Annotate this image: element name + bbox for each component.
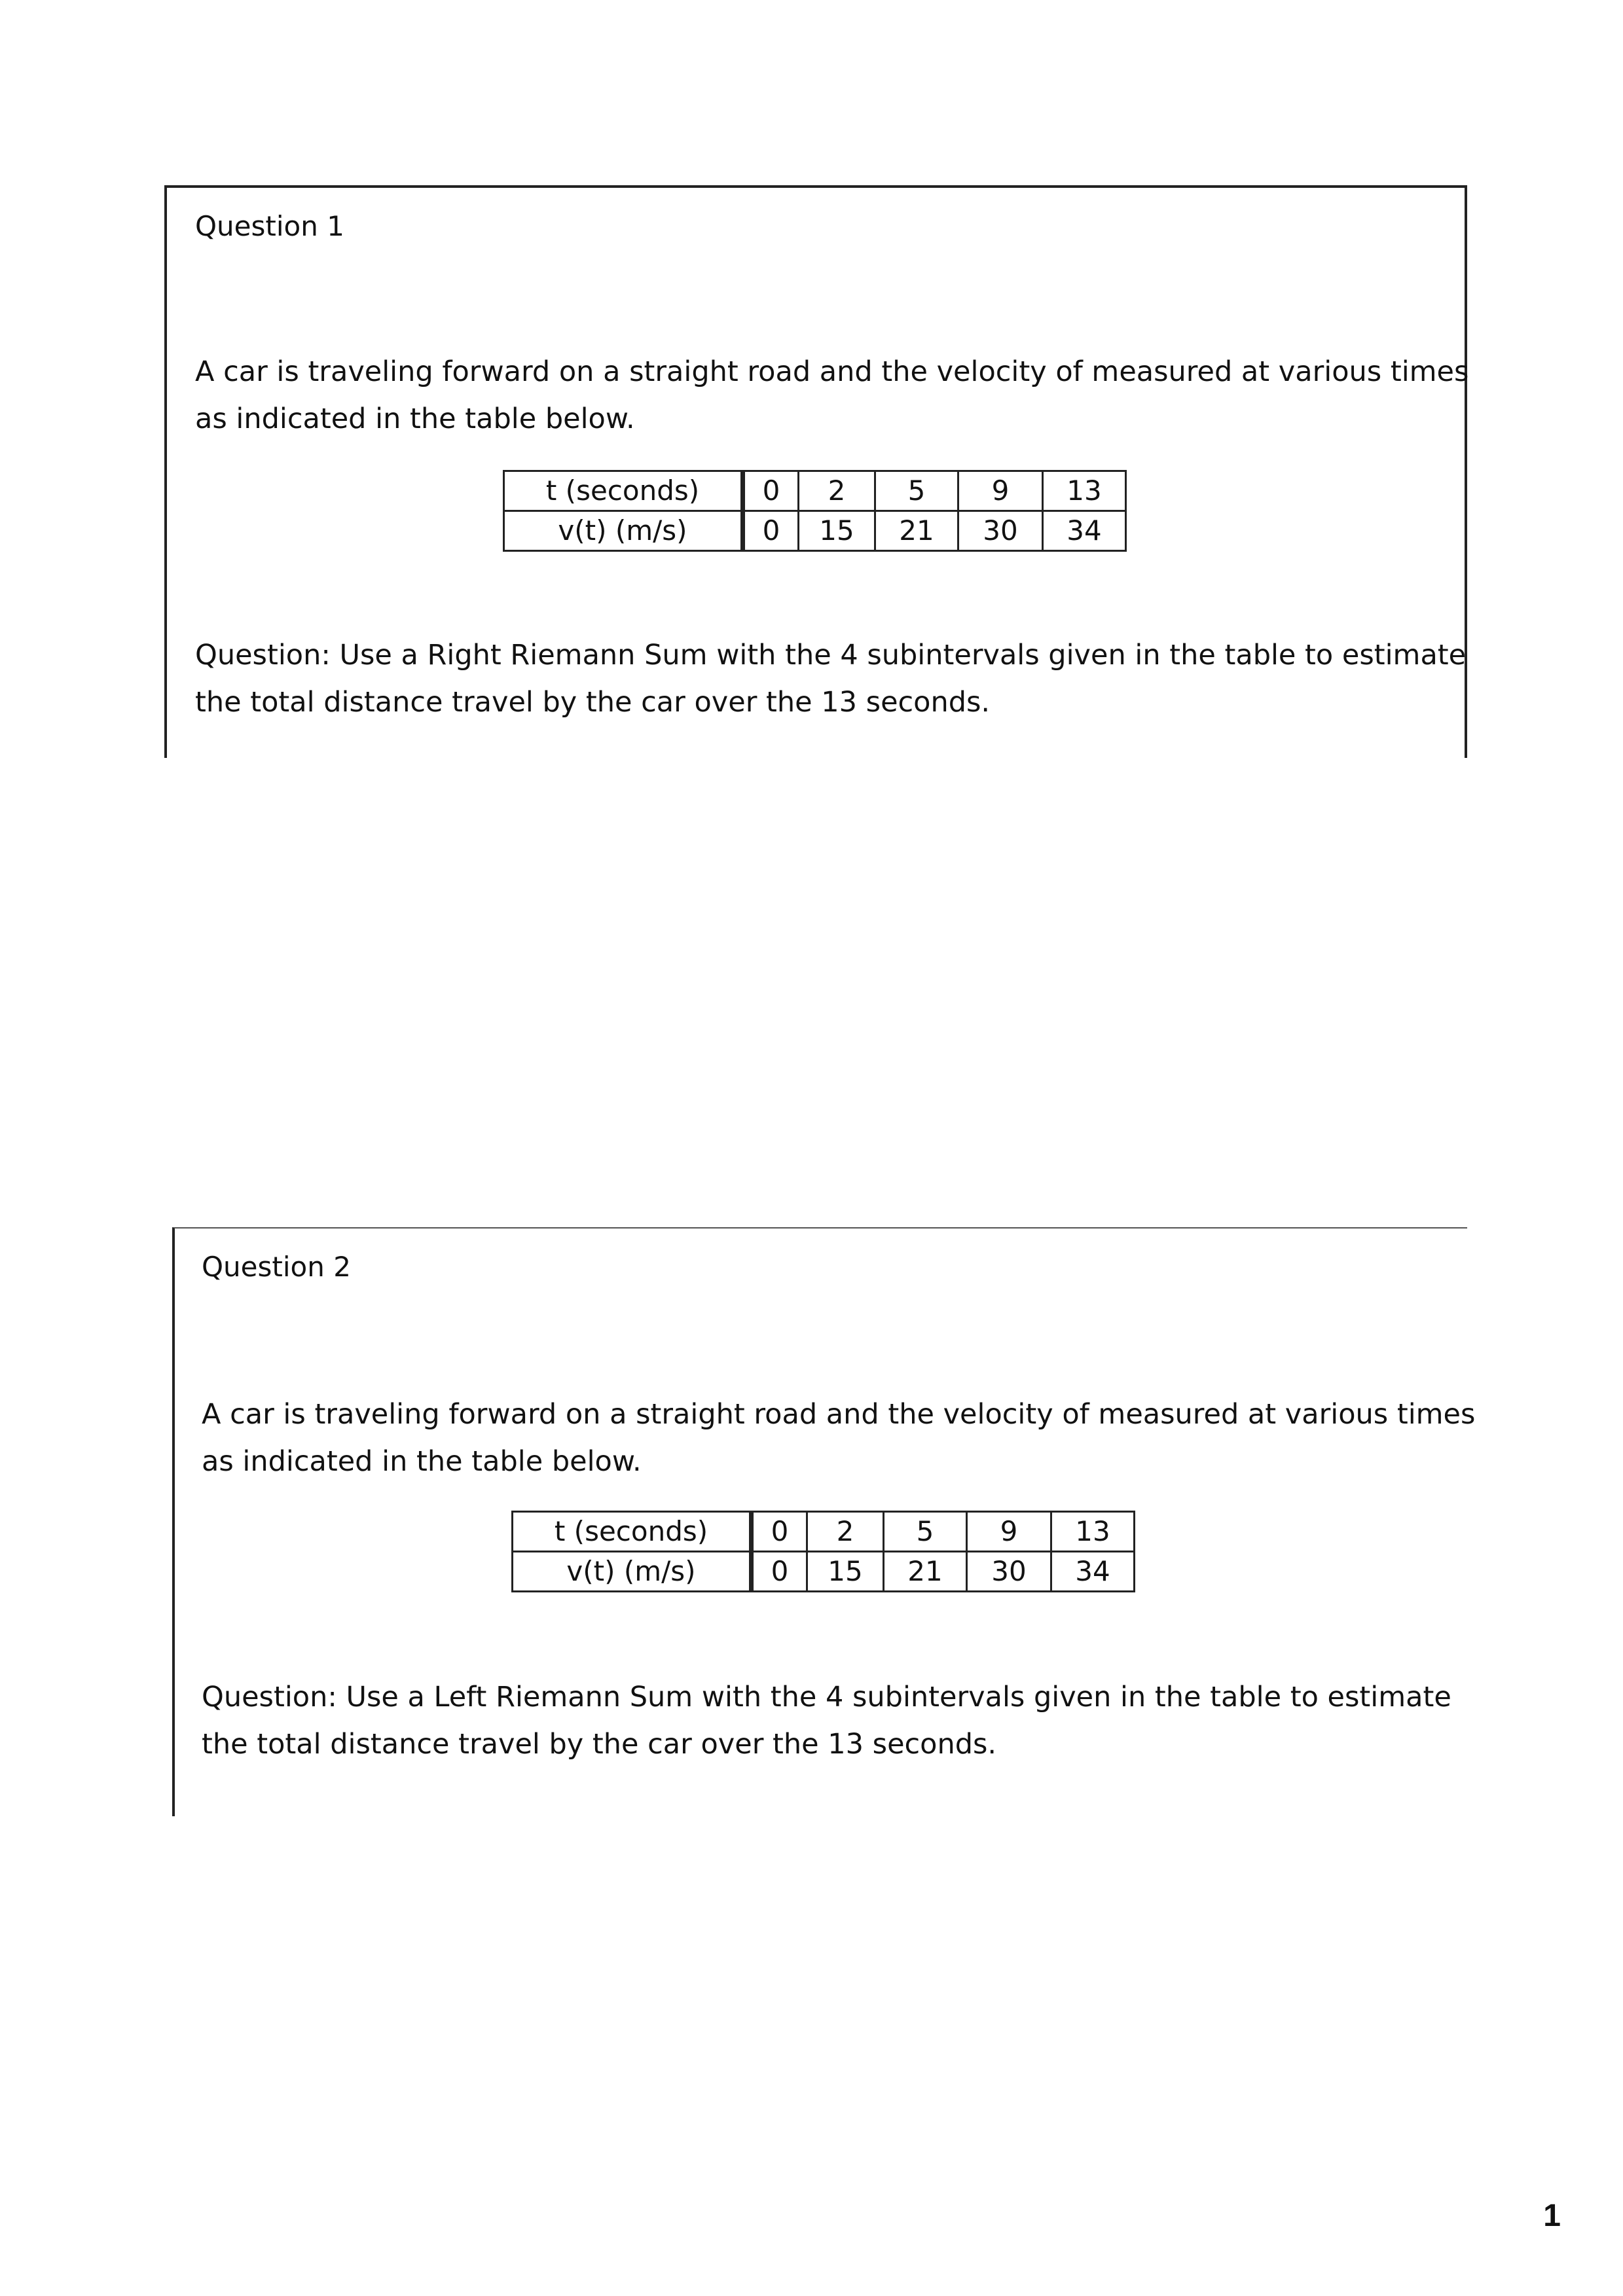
intro-line: as indicated in the table below. [202,1445,642,1478]
prompt-line: Question: Use a Left Riemann Sum with the 4 subintervals given in the table to estimate [202,1681,1451,1713]
table-cell: 34 [1043,511,1126,551]
table-cell: 0 [752,1512,807,1552]
question-1-box [164,185,1467,758]
prompt-line: the total distance travel by the car over the 13 seconds. [202,1728,997,1761]
table-cell: 2 [807,1512,884,1552]
prompt-line: the total distance travel by the car over the 13 seconds. [195,686,991,719]
table-cell: 30 [967,1552,1051,1592]
table-cell: 30 [958,511,1043,551]
table-cell: 15 [799,511,875,551]
table-cell: 15 [807,1552,884,1592]
intro-line: as indicated in the table below. [195,403,635,435]
table-header-cell: t (seconds) [513,1512,752,1552]
table-header-cell: v(t) (m/s) [504,511,743,551]
intro-line: A car is traveling forward on a straight road and the velocity of measured at various times [202,1398,1476,1431]
question-2-box [172,1227,1476,1816]
velocity-table [511,1511,1135,1592]
table-cell: 13 [1051,1512,1135,1552]
intro-line: A car is traveling forward on a straight road and the velocity of measured at various times [195,355,1469,388]
question-prompt [202,1674,1451,1768]
table-row [504,511,1126,551]
table-header-cell: v(t) (m/s) [513,1552,752,1592]
table-cell: 5 [875,471,958,511]
table-cell: 21 [875,511,958,551]
table-row [513,1552,1135,1592]
question-intro [202,1391,1476,1485]
question-prompt [195,632,1467,726]
question-intro [195,348,1469,442]
table-cell: 13 [1043,471,1126,511]
table-cell: 9 [967,1512,1051,1552]
table-header-cell: t (seconds) [504,471,743,511]
table-cell: 21 [884,1552,967,1592]
table-cell: 9 [958,471,1043,511]
table-cell: 0 [743,511,799,551]
table-row [504,471,1126,511]
table-cell: 2 [799,471,875,511]
table-cell: 0 [752,1552,807,1592]
table-cell: 0 [743,471,799,511]
question-title: Question 1 [195,210,344,242]
table-cell: 34 [1051,1552,1135,1592]
page-number: 1 [1543,2198,1561,2233]
table-row [513,1512,1135,1552]
velocity-table [503,470,1127,552]
question-title: Question 2 [202,1251,351,1283]
prompt-line: Question: Use a Right Riemann Sum with the 4 subintervals given in the table to estimate [195,639,1467,672]
table-cell: 5 [884,1512,967,1552]
